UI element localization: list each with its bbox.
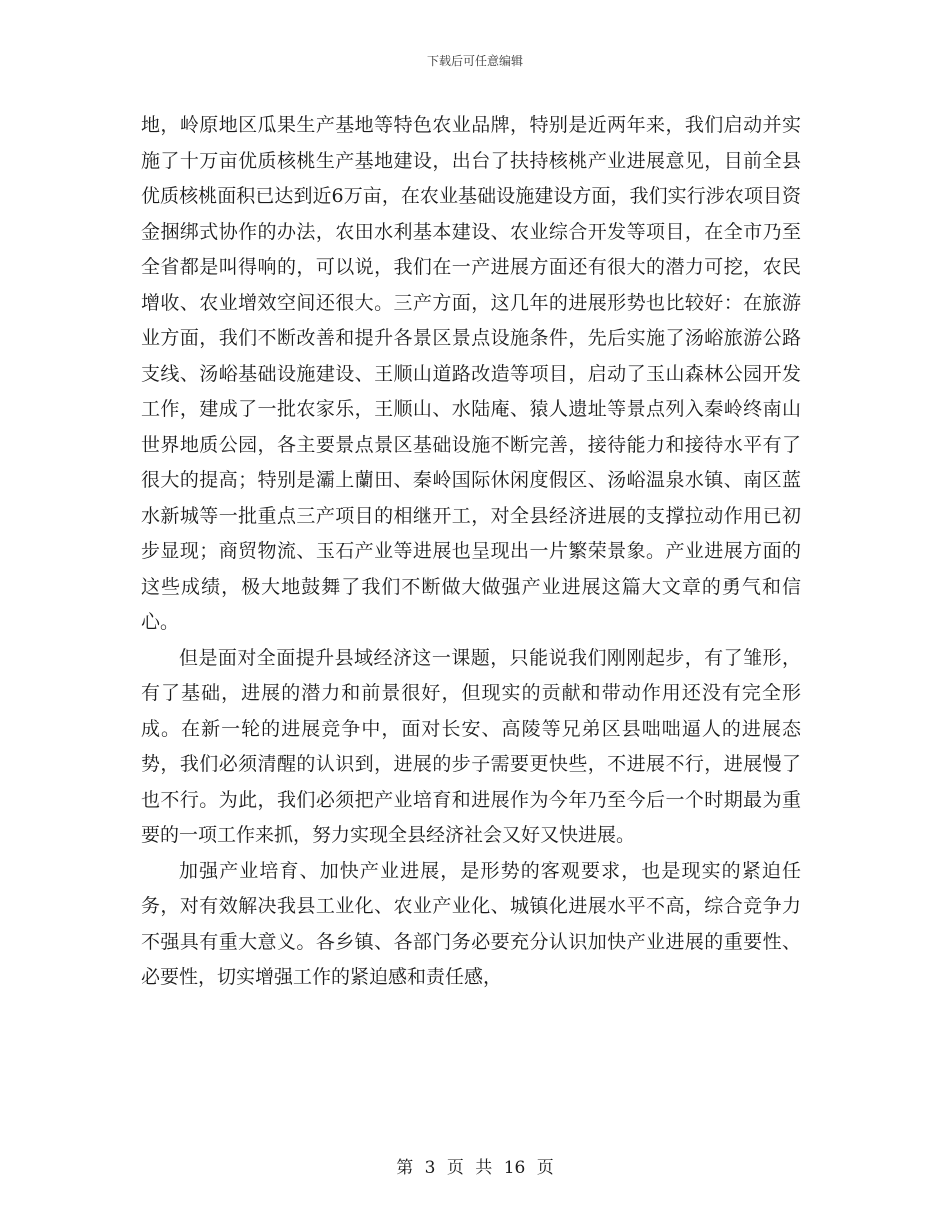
document-body <box>141 108 801 996</box>
paragraph-2: 但是面对全面提升县域经济这一课题，只能说我们刚刚起步，有了雏形，有了基础，进展的潜力和前景很好，但现实的贡献和带动作用还没有完全形成。在新一轮的进展竞争中，面对长安、高陵等兄弟区县咄咄逼人的进展态势，我们必须清醒的认识到，进展的步子需要更快些，不进展不行，进展慢了也不行。为此，我们必须把产业培育和进展作为今年乃至今后一个时期最为重要的一项工作来抓，努力实现全县经济社会又好又快进展。 <box>141 646 801 846</box>
header-note: 下载后可任意编辑 <box>426 54 523 68</box>
paragraph-1: 地，岭原地区瓜果生产基地等特色农业品牌，特别是近两年来，我们启动并实施了十万亩优质核桃生产基地建设，出台了扶持核桃产业进展意见，目前全县优质核桃面积已达到近6万亩，在农业基础设施建设方面，我们实行涉农项目资金捆绑式协作的办法，农田水利基本建设、农业综合开发等项目，在全市乃至全省都是叫得响的，可以说，我们在一产进展方面还有很大的潜力可挖，农民增收、农业增效空间还很大。三产方面，这几年的进展形势也比较好：在旅游业方面，我们不断改善和提升各景区景点设施条件，先后实施了汤峪旅游公路支线、汤峪基础设施建设、王顺山道路改造等项目，启动了玉山森林公园开发工作，建成了一批农家乐，王顺山、水陆庵、猿人遗址等景点列入秦岭终南山世界地质公园，各主要景点景区基础设施不断完善，接待能力和接待水平有了很大的提高；特别是灞上蘭田、秦岭国际休闲度假区、汤峪温泉水镇、南区蓝水新城等一批重点三产项目的相继开工，对全县经济进展的支撑拉动作用已初步显现；商贸物流、玉石产业等进展也呈现出一片繁荣景象。产业进展方面的这些成绩，极大地鼓舞了我们不断做大做强产业进展这篇大文章的勇气和信心。 <box>141 114 801 633</box>
paragraph-3: 加强产业培育、加快产业进展，是形势的客观要求，也是现实的紧迫任务，对有效解决我县工业化、农业产业化、城镇化进展水平不高，综合竞争力不强具有重大意义。各乡镇、各部门务必要充分认识加快产业进展的重要性、必要性，切实增强工作的紧迫感和责任感， <box>141 859 801 988</box>
page-number-footer: 第 3 页 共 16 页 <box>396 1158 554 1178</box>
